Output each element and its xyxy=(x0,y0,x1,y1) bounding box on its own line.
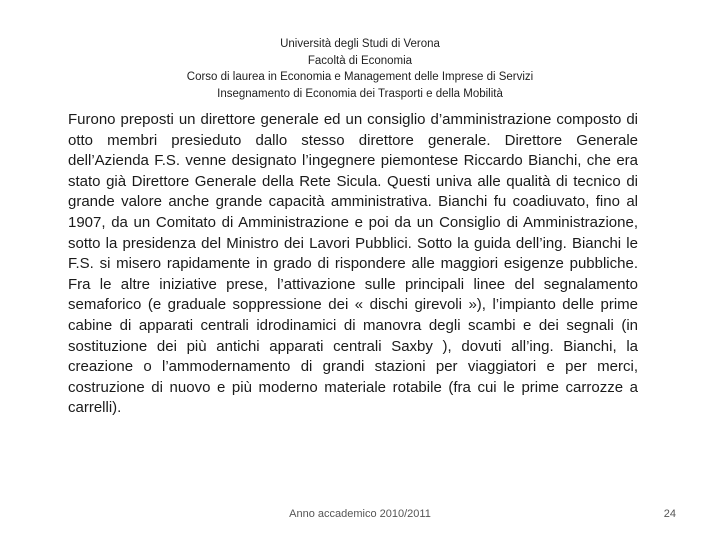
page-number: 24 xyxy=(663,508,676,520)
main-paragraph: Furono preposti un direttore generale ed un consiglio d’amministrazione composto di otto membri presieduto dallo stesso direttore generale. Direttore Generale dell’Azienda F.S. venne designato l’ingegnere piemontese Riccardo Bianchi, che era stato già Direttore Generale della Rete Sicula. Questi univa alle qualità di tecnico di grande valore anche grande capacità amministrativa. Bianchi fu coadiuvato, fino al 1907, da un Comitato di Amministrazione e poi da un Consiglio di Amministrazione, sotto la presidenza del Ministro dei Lavori Pubblici. Sotto la guida dell’ing. Bianchi le F.S. si misero rapidamente in grado di rispondere alle maggiori esigenze pubbliche. Fra le altre iniziative prese, l’attivazione sulle principali linee del segnalamento semaforico (e graduale soppressione dei « dischi girevoli »), l’impianto delle prime cabine di apparati centrali idrodinamici di manovra degli scambi e dei segnali (in sostituzione dei più antichi apparati centrali Saxby ), dovuti all’ing. Bianchi, la creazione o l’ammodernamento di grandi stazioni per viaggiatori e per merci, costruzione di nuovo e più moderno materiale rotabile (fra cui le prime carrozze a carrelli). xyxy=(68,111,638,417)
academic-year-footer: Anno accademico 2010/2011 xyxy=(289,508,431,520)
course-title: Insegnamento di Economia dei Trasporti e della Mobilità xyxy=(217,87,503,100)
faculty-name: Facoltà di Economia xyxy=(307,54,413,67)
slide-header xyxy=(0,36,720,102)
degree-course: Corso di laurea in Economia e Management delle Imprese di Servizi xyxy=(186,71,534,83)
university-name: Università degli Studi di Verona xyxy=(280,38,440,50)
